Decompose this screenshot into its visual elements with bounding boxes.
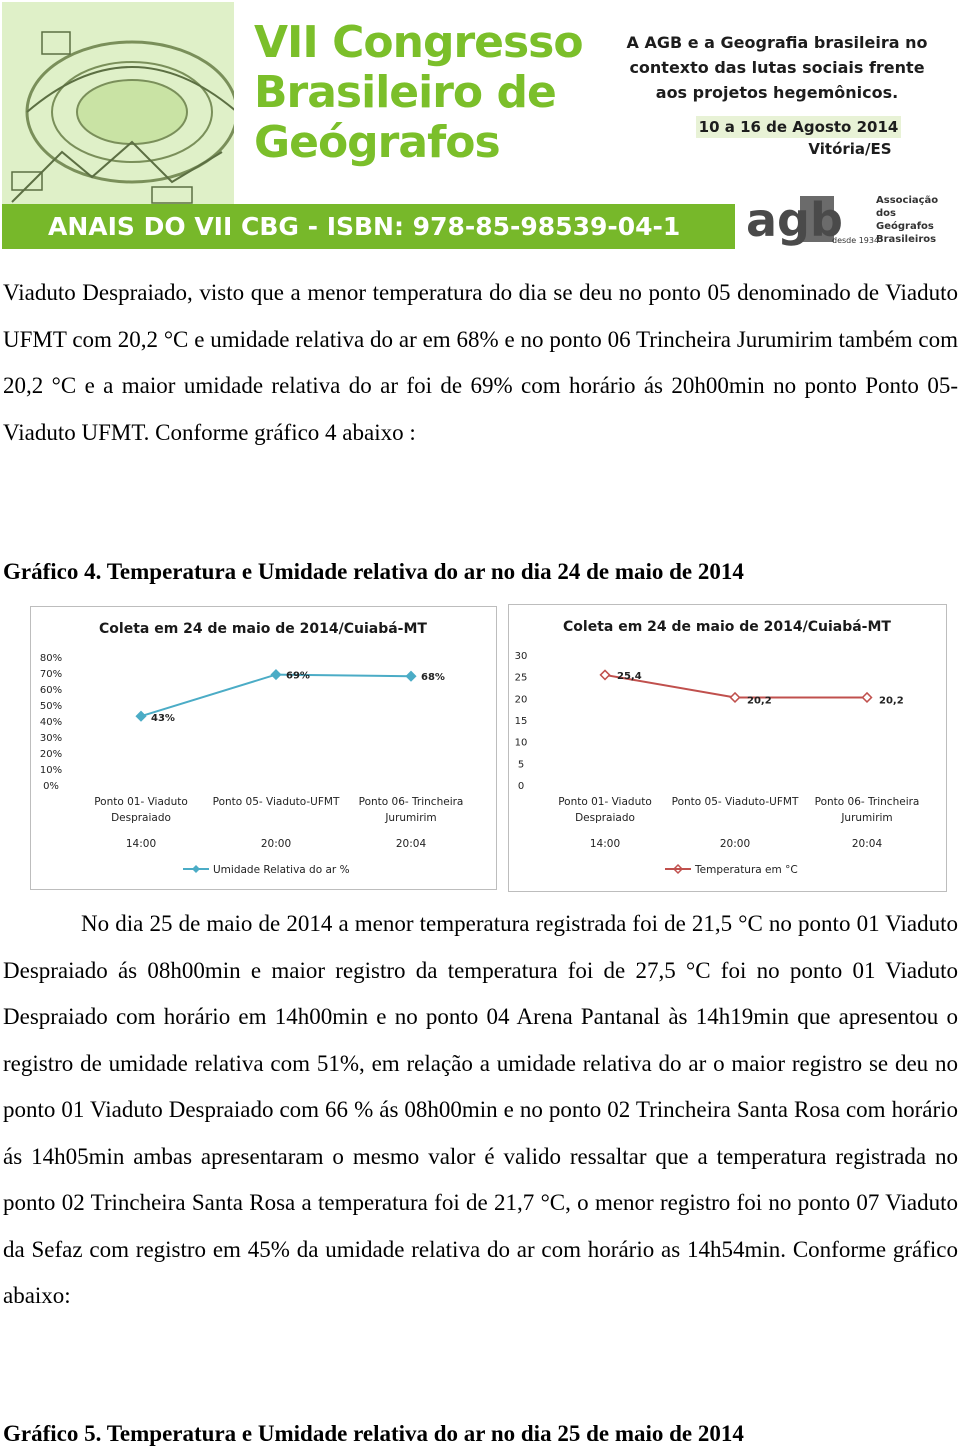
paragraph-1: Viaduto Despraiado, visto que a menor temperatura do dia se deu no ponto 05 denominado de Viaduto UFMT com 20,2 °C e umidade relativa do ar em 68% e no ponto 06 Trincheira Jurumirim também com 20,2 °C e a maior umidade relativa do ar foi de 69% com horário ás 20h00min no ponto Ponto 05- Viaduto UFMT. Conforme gráfico 4 abaixo : — [3, 280, 958, 445]
data-point — [407, 672, 416, 681]
y-tick-label: 20% — [39, 749, 63, 760]
chart-title: Coleta em 24 de maio de 2014/Cuiabá-MT — [563, 619, 891, 635]
data-label: 43% — [151, 713, 175, 725]
conference-banner — [0, 0, 960, 252]
x-tick-label: Ponto 06- Trincheira — [814, 796, 920, 808]
plot-area — [601, 670, 904, 706]
tagline-line: A AGB e a Geografia brasileira no — [626, 33, 928, 52]
x-tick-label: Ponto 05- Viaduto-UFMT — [212, 796, 340, 808]
y-tick-label: 25 — [514, 672, 528, 684]
y-tick-label: 10% — [39, 765, 63, 776]
agb-name-line: Brasileiros — [876, 234, 937, 245]
data-label: 20,2 — [879, 695, 904, 707]
data-label: 68% — [421, 672, 445, 684]
y-axis — [40, 653, 62, 792]
figure-caption-5: Gráfico 5. Temperatura e Umidade relativa do ar no dia 25 de maio de 2014 — [3, 1421, 744, 1446]
temperature-chart — [508, 604, 947, 892]
congress-tagline — [612, 30, 942, 105]
congress-title-line: VII Congresso — [254, 17, 583, 68]
legend — [665, 864, 798, 876]
congress-title-line: Geógrafos — [254, 117, 500, 168]
x-tick-label: Ponto 05- Viaduto-UFMT — [671, 796, 799, 808]
tagline-line: contexto das lutas sociais frente — [629, 58, 925, 77]
x-tick-label: Ponto 01- Viaduto — [558, 796, 652, 808]
paragraph-2 — [3, 901, 958, 1320]
y-tick-label: 30 — [514, 651, 528, 662]
series-line — [141, 675, 411, 717]
y-tick-label: 60% — [39, 685, 63, 696]
data-label: 69% — [286, 670, 310, 682]
agb-since: desde 1934 — [832, 236, 880, 245]
plot-area — [137, 670, 445, 724]
data-label: 25,4 — [617, 670, 642, 682]
y-tick-label: 15 — [514, 716, 528, 727]
humidity-chart-svg — [31, 607, 496, 889]
y-tick-label: 5 — [517, 759, 525, 771]
figure-caption-4: Gráfico 4. Temperatura e Umidade relativa do ar no dia 24 de maio de 2014 — [3, 559, 744, 584]
agb-name — [876, 194, 960, 246]
y-tick-label: 10 — [514, 737, 528, 749]
data-point — [272, 670, 281, 679]
x-tick-time: 20:00 — [719, 838, 751, 850]
x-tick-time: 20:04 — [851, 838, 883, 850]
x-tick-label: Despraiado — [575, 812, 635, 824]
agb-logo-text: agb — [746, 193, 843, 247]
x-tick-label: Ponto 01- Viaduto — [94, 796, 188, 808]
chart-title: Coleta em 24 de maio de 2014/Cuiabá-MT — [99, 621, 427, 637]
legend-marker — [192, 865, 200, 873]
x-axis — [558, 796, 919, 850]
tagline-line: aos projetos hegemônicos. — [655, 83, 899, 102]
agb-name-line: Geógrafos — [876, 221, 934, 232]
y-tick-label: 40% — [39, 717, 63, 728]
data-label: 20,2 — [747, 695, 772, 707]
y-tick-label: 80% — [39, 653, 63, 664]
anais-isbn: ANAIS DO VII CBG - ISBN: 978-85-98539-04-1 — [48, 212, 681, 241]
agb-name-line: Associação dos — [876, 195, 939, 219]
x-tick-time: 14:00 — [125, 838, 157, 850]
x-tick-label: Jurumirim — [385, 812, 437, 824]
x-tick-time: 20:00 — [260, 838, 292, 850]
congress-dates: 10 a 16 de Agosto 2014 — [696, 116, 901, 138]
data-point — [731, 693, 740, 702]
y-tick-label: 30% — [39, 733, 63, 744]
paragraph-2-text: No dia 25 de maio de 2014 a menor temperatura registrada foi de 21,5 °C no ponto 01 Viaduto Despraiado ás 08h00min e maior registro da temperatura foi de 27,5 °C foi no ponto 01 Viaduto Despraiado com horário em 14h00min e no ponto 04 Arena Pantanal às 14h19min que apresentou o registro de umidade relativa com 51%, em relação a umidade relativa do ar o maior registro se deu no ponto 01 Viaduto Despraiado com 66 % ás 08h00min e no ponto 02 Trincheira Santa Rosa com horário ás 14h05min ambas apresentaram o mesmo valor é valido ressaltar que a temperatura registrada no ponto 02 Trincheira Santa Rosa a temperatura foi de 21,7 °C, o menor registro foi no ponto 07 Viaduto da Sefaz com registro em 45% da umidade relativa do ar com horário as 14h54min. Conforme gráfico abaixo: — [3, 911, 958, 1308]
data-point — [863, 693, 872, 702]
y-tick-label: 0% — [43, 781, 59, 792]
x-axis — [94, 796, 463, 850]
legend-label: Temperatura em °C — [695, 864, 798, 876]
congress-city: Vitória/ES — [808, 140, 892, 158]
y-tick-label: 70% — [39, 669, 63, 680]
humidity-chart — [30, 606, 497, 890]
x-tick-label: Jurumirim — [841, 812, 893, 824]
y-tick-label: 0 — [517, 781, 525, 792]
temperature-chart-svg — [509, 605, 946, 891]
data-point — [137, 712, 146, 721]
x-tick-time: 20:04 — [395, 838, 427, 850]
y-axis — [515, 651, 528, 792]
legend — [183, 864, 350, 876]
x-tick-label: Despraiado — [111, 812, 171, 824]
congress-title — [254, 18, 614, 168]
x-tick-label: Ponto 06- Trincheira — [358, 796, 464, 808]
x-tick-time: 14:00 — [589, 838, 621, 850]
congress-title-line: Brasileiro de — [254, 67, 556, 118]
legend-label: Umidade Relativa do ar % — [213, 864, 350, 876]
y-tick-label: 50% — [39, 701, 63, 712]
y-tick-label: 20 — [514, 694, 528, 706]
data-point — [601, 670, 610, 679]
